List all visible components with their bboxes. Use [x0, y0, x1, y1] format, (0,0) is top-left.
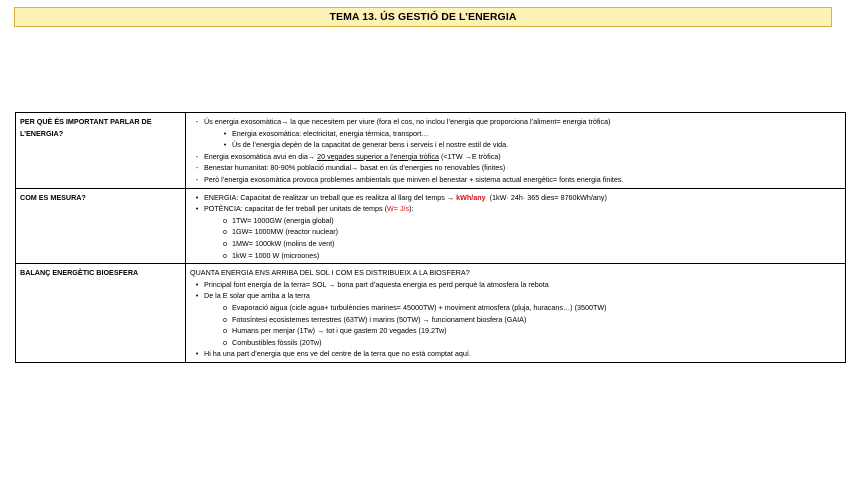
list-item: o 1GW= 1000MW (reactor nuclear) [223, 227, 339, 237]
list-item: • Energia exosomàtica: electricitat, energia tèrmica, transport… [223, 128, 429, 138]
list-item: • ENERGIA: Capacitat de realitzar un treball que es realitza al llarg del temps → kWh/any (1kW· 24h· 365 dies= 8760kWh/any) [195, 192, 607, 202]
row-content [186, 113, 846, 189]
section-heading: QUANTA ENERGIA ENS ARRIBA DEL SOL I COM ES DISTRIBUEIX A LA BIOSFERA? [190, 268, 470, 278]
row-label: PER QUÈ ÉS IMPORTANT PARLAR DE L’ENERGIA? [16, 113, 186, 189]
list-item: • De la E solar que arriba a la terra [195, 291, 310, 301]
list-item: o 1TW= 1000GW (energia global) [223, 215, 334, 225]
list-item: o Combustibles fòssils (20Tw) [223, 337, 322, 347]
list-item: o Fotosíntesi ecosistemes terrestres (63TW) i marins (50TW) → funcionament biosfera (GAIA) [223, 314, 527, 324]
page-title: TEMA 13. ÚS GESTIÓ DE L’ENERGIA [14, 7, 832, 27]
list-item: o 1kW = 1000 W (microones) [223, 250, 320, 260]
row-label: BALANÇ ENERGÈTIC BIOESFERA [16, 264, 186, 363]
list-item: • Ús de l’energia depèn de la capacitat de generar bens i serveis i el nostre estil de vida. [223, 140, 509, 150]
table-row [16, 188, 846, 264]
list-item: - Benestar humanitat: 80-90% població mundial→ basat en ús d’energies no renovables (finites) [195, 163, 506, 173]
content-table [15, 112, 846, 363]
list-item: • Hi ha una part d’energia que ens ve del centre de la terra que no està comptat aquí. [195, 349, 471, 359]
list-item: o Evaporació aigua (cicle agua+ turbulències marines= 45000TW) + moviment atmosfera (pluja, huracans…) (3500TW) [223, 302, 607, 312]
row-content [186, 188, 846, 264]
table-row [16, 113, 846, 189]
list-item: o 1MW= 1000kW (molins de vent) [223, 238, 335, 248]
list-item: • POTÈNCIA: capacitat de fer treball per unitats de temps ( W= J/s ): [195, 204, 414, 214]
list-item: - Energia exosomàtica avui en dia→ 20 vegades superior a l’energia tròfica (<1TW →E tròfica) [195, 151, 501, 161]
row-content [186, 264, 846, 363]
list-item: • Principal font energia de la terra= SOL → bona part d’aquesta energia es perd perquè la atmosfera la rebota [195, 279, 549, 289]
list-item: o Humans per menjar (1Tw) → tot i que gastem 20 vegades (19.2Tw) [223, 326, 447, 336]
table-row [16, 264, 846, 363]
list-item: - Ús energia exosomàtica→ la que necesitem per viure (fora el cos, no inclou l’energia que proporciona l’aliment= energia tròfica) [195, 117, 611, 126]
list-item: - Però l’energia exosomàtica provoca problemes ambientals que minven el benestar + sistema actual energètic= fonts energia finites. [195, 174, 624, 184]
row-label: COM ES MESURA? [16, 188, 186, 264]
